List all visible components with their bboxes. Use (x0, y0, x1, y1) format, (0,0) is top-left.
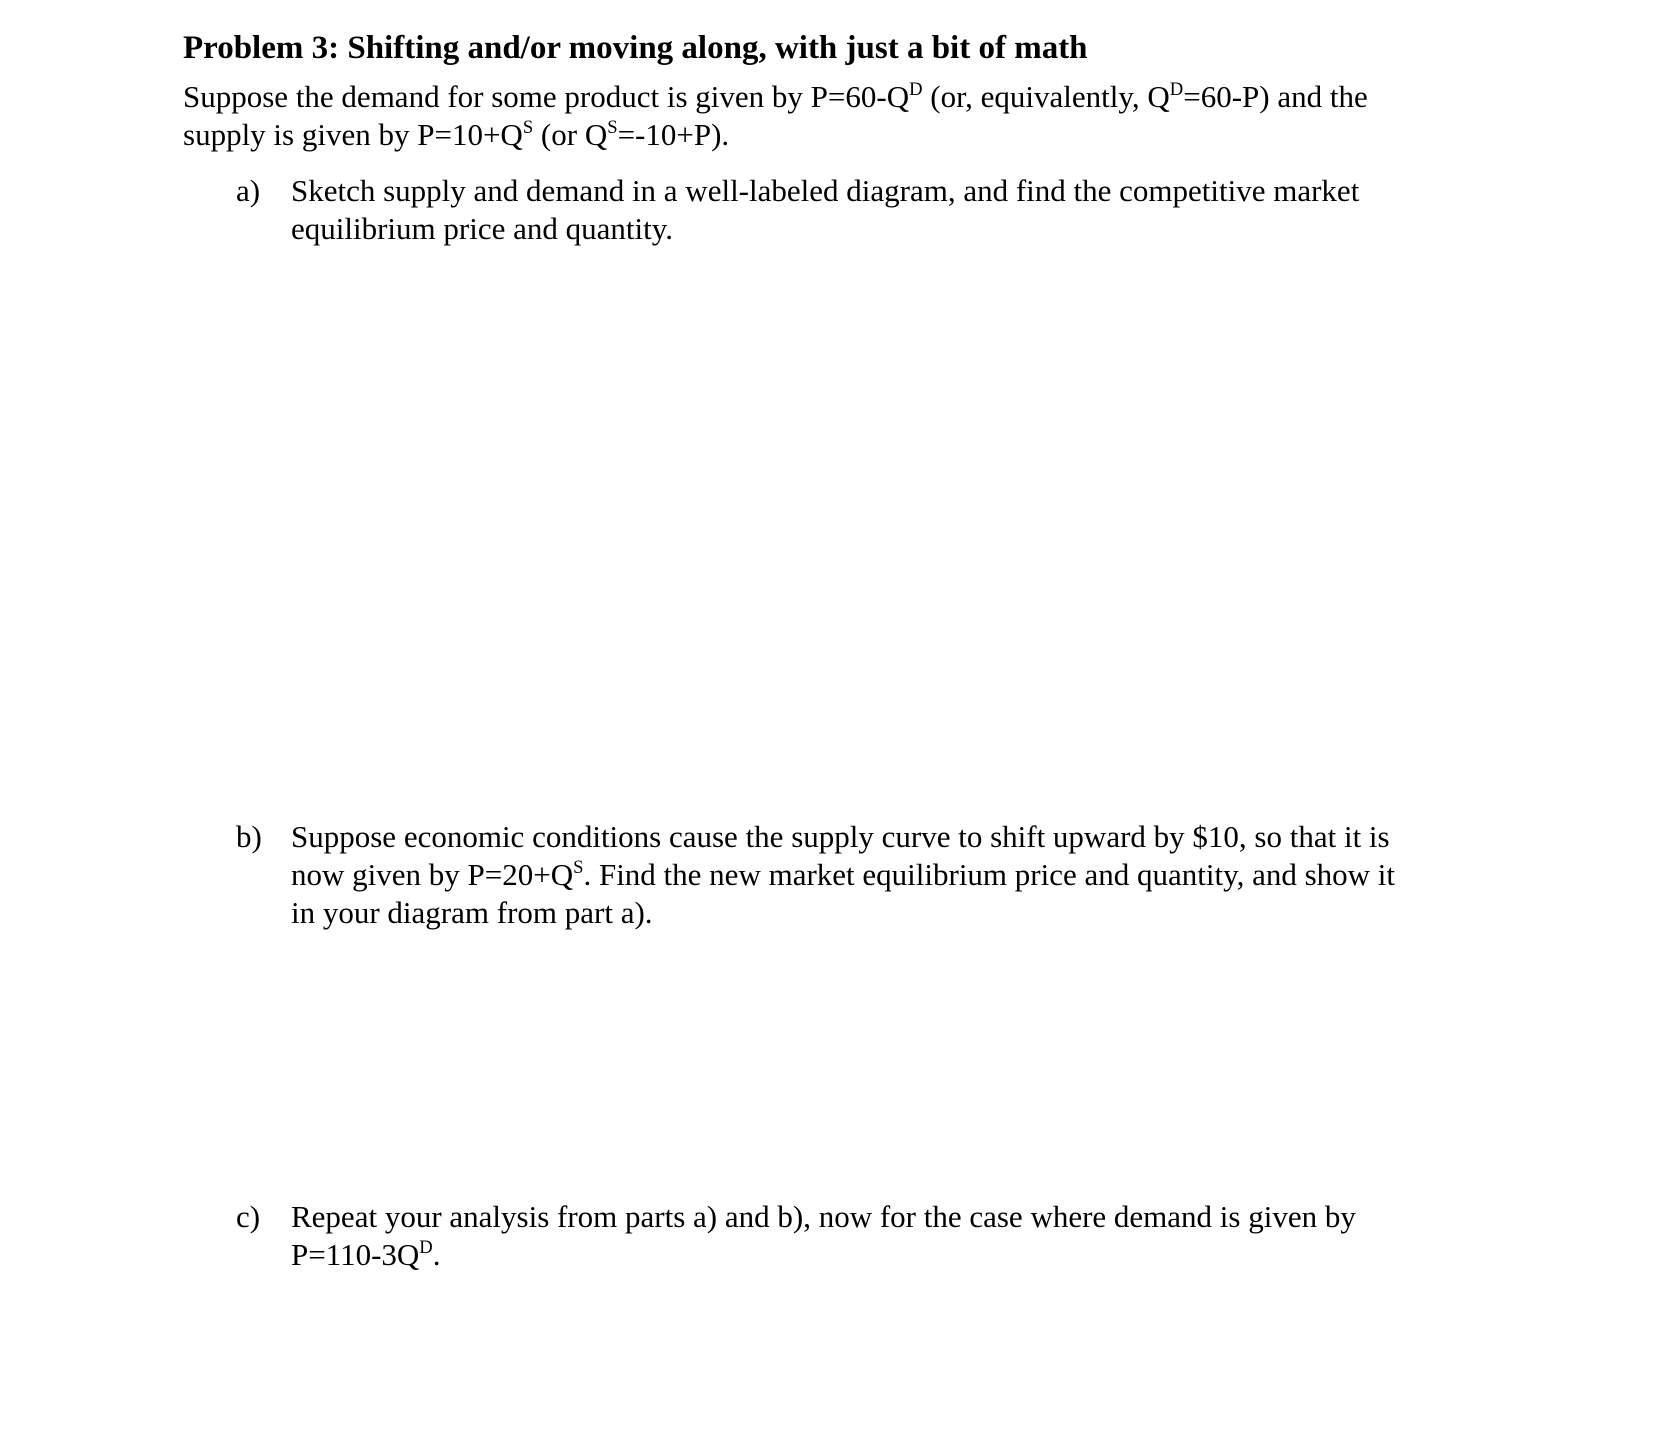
intro-text: (or Q (533, 117, 608, 152)
part-label: b) (236, 819, 262, 854)
part-text: . Find the new market equilibrium price and quantity, and show it (583, 857, 1396, 892)
part-text-line: Repeat your analysis from parts a) and b), now for the case where demand is given by (291, 1199, 1356, 1234)
problem-intro (183, 78, 1513, 154)
part-text: now given by P=20+Q (291, 857, 574, 892)
intro-text: =-10+P). (617, 117, 730, 152)
problem-title: Problem 3: Shifting and/or moving along, with just a bit of math (183, 30, 1088, 66)
intro-line-1 (183, 78, 1513, 116)
superscript: D (909, 78, 923, 100)
part-text: . (432, 1237, 441, 1272)
part-text: P=110-3Q (291, 1237, 420, 1272)
part-body (291, 818, 1531, 932)
part-text-line (291, 1236, 1531, 1274)
superscript: S (573, 856, 584, 878)
part-text-line: Sketch supply and demand in a well-labeled diagram, and find the competitive market (291, 173, 1360, 208)
intro-text: (or, equivalently, Q (922, 79, 1170, 114)
superscript: S (607, 116, 618, 138)
intro-line-2 (183, 116, 1513, 154)
part-label: a) (236, 173, 261, 208)
superscript: D (1169, 78, 1184, 100)
superscript: S (522, 116, 534, 138)
intro-text: =60-P) and the (1183, 79, 1368, 114)
superscript: D (419, 1236, 433, 1258)
part-body (291, 1198, 1531, 1274)
intro-text: supply is given by P=10+Q (183, 117, 523, 152)
part-label: c) (236, 1199, 261, 1234)
part-body (291, 172, 1531, 248)
intro-text: Suppose the demand for some product is given by P=60-Q (183, 79, 910, 114)
part-text-line (291, 856, 1531, 894)
part-text-line: Suppose economic conditions cause the supply curve to shift upward by $10, so that it is (291, 819, 1390, 854)
part-text-line: equilibrium price and quantity. (291, 211, 673, 246)
part-text-line: in your diagram from part a). (291, 895, 653, 930)
